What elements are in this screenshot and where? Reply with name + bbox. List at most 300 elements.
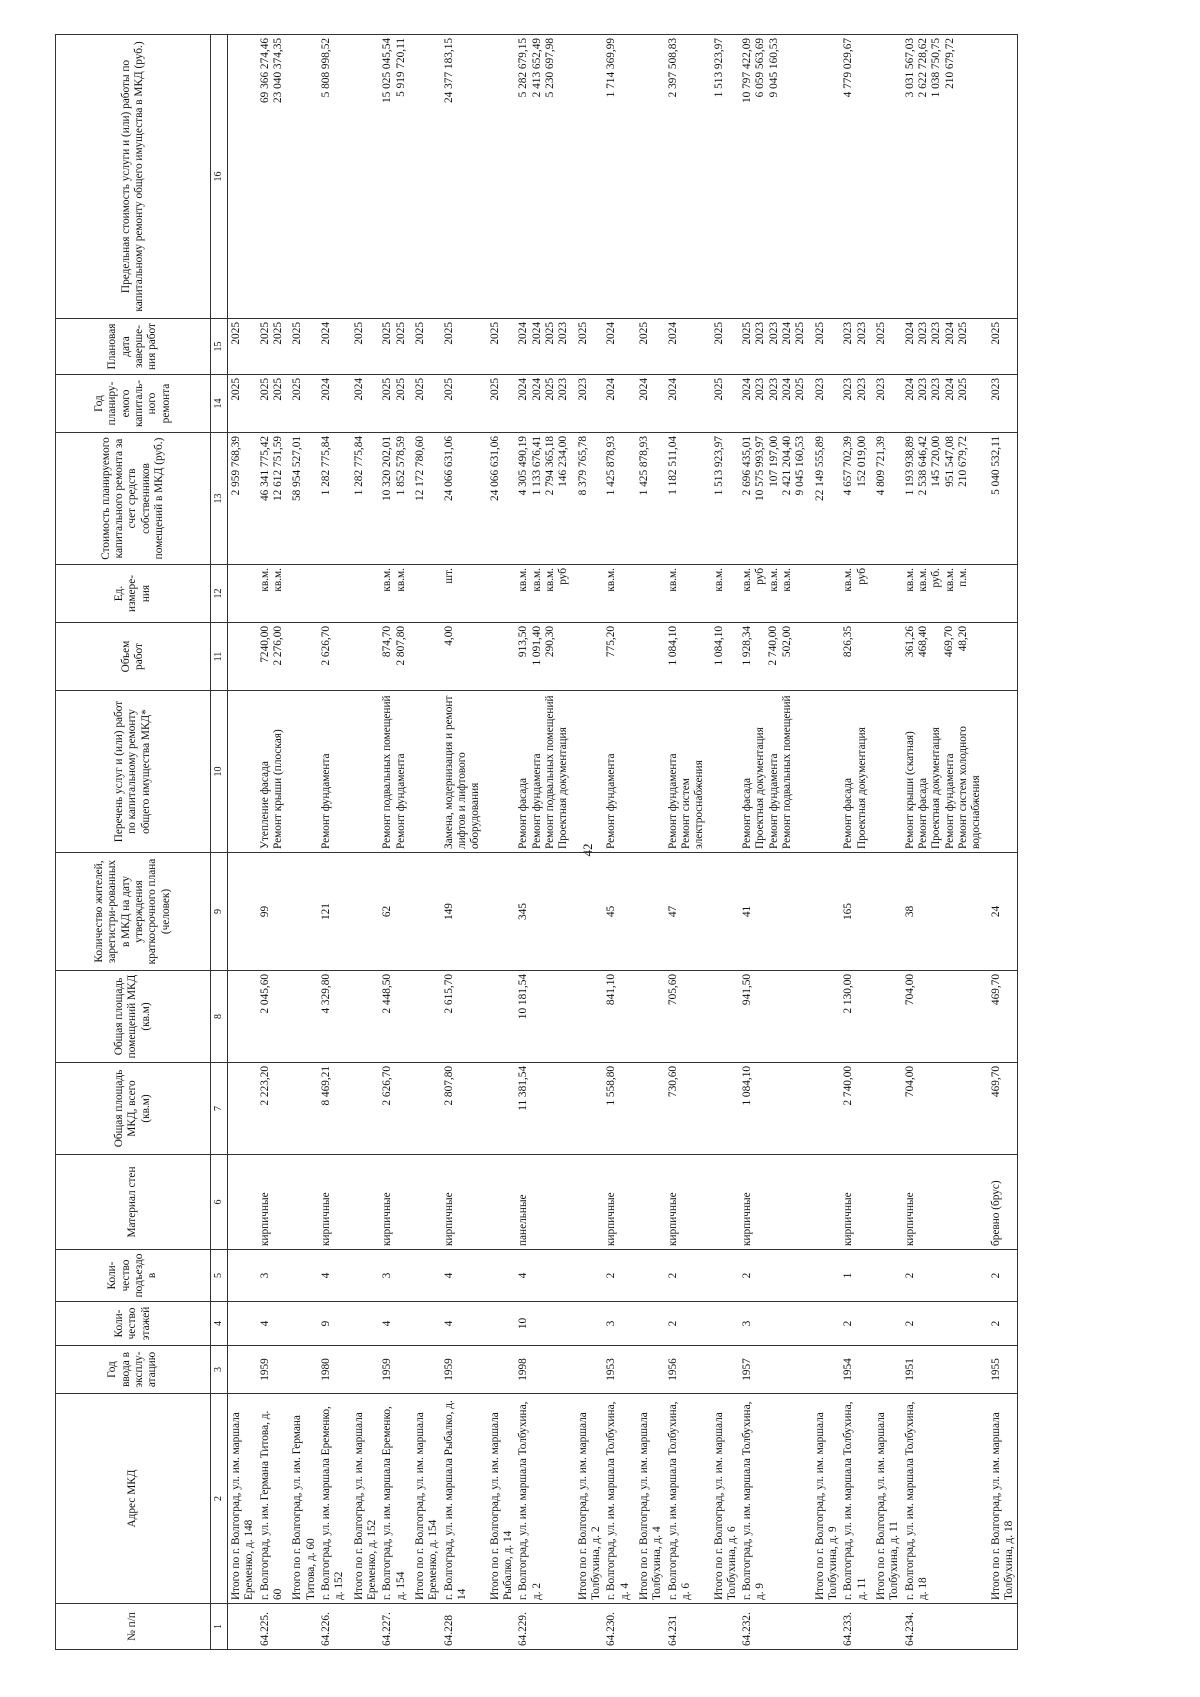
- entrances-cell: 4: [319, 1250, 351, 1302]
- end-year-cell: [740, 319, 812, 375]
- wall-material-cell: кирпичные: [258, 1155, 290, 1250]
- area-total-cell: [228, 1063, 258, 1155]
- plan-year-cell: [636, 375, 666, 433]
- plan-year-cell: [487, 375, 517, 433]
- area-total-cell: 469,70: [988, 1063, 1018, 1155]
- works-cell: [516, 691, 574, 853]
- floors-cell: [289, 1302, 319, 1346]
- cost-cell: [487, 433, 517, 565]
- end-year-cell-line: 2023: [842, 322, 855, 345]
- cost-cell-line: 1 425 878,93: [637, 436, 650, 496]
- plan-year-cell-line: 2024: [903, 378, 916, 401]
- row-number: [487, 1604, 517, 1650]
- total-row: [289, 35, 319, 1650]
- column-header: № п/п: [56, 1604, 211, 1650]
- cost-cell: [412, 433, 442, 565]
- entrances-cell: 2: [740, 1250, 812, 1302]
- unit-cell: [873, 565, 903, 623]
- column-number: 1: [211, 1604, 228, 1650]
- cost-cell: [380, 433, 412, 565]
- cost-cell-line: 22 149 555,89: [813, 436, 826, 501]
- cost-cell: [812, 433, 842, 565]
- wall-material-cell: кирпичные: [380, 1155, 412, 1250]
- cost-cell-line: 2 794 365,18: [543, 436, 556, 496]
- area-total-cell: 11 381,54: [516, 1063, 574, 1155]
- column-number: 15: [211, 319, 228, 375]
- table-row: [442, 35, 487, 1650]
- area-total-cell: 2 223,20: [258, 1063, 290, 1155]
- area-total-cell: 704,00: [903, 1063, 988, 1155]
- residents-cell: [412, 853, 442, 971]
- address-cell: г. Волгоград, ул. им. маршала Толбухина, д. 11: [841, 1394, 873, 1604]
- column-header: Коли-чество этажей: [56, 1302, 211, 1346]
- unit-cell-line: п.м.: [957, 568, 970, 587]
- limit-cost-cell-line: 15 025 045,54: [381, 38, 394, 103]
- residents-cell: [351, 853, 381, 971]
- residents-cell: [228, 853, 258, 971]
- works-cell-line: Ремонт фасада: [842, 777, 855, 849]
- area-premises-cell: 469,70: [988, 971, 1018, 1063]
- page-number: 42: [580, 843, 595, 857]
- works-cell-line: Ремонт крыши (скатная): [903, 731, 916, 849]
- entrances-cell: 2: [903, 1250, 988, 1302]
- unit-cell: [289, 565, 319, 623]
- limit-cost-cell: [575, 35, 605, 319]
- floors-cell: [873, 1302, 903, 1346]
- area-total-cell: [487, 1063, 517, 1155]
- floors-cell: 3: [604, 1302, 636, 1346]
- unit-cell-line: кв.м.: [781, 568, 794, 592]
- table-row: [319, 35, 351, 1650]
- end-year-cell-line: 2025: [957, 322, 970, 345]
- end-year-cell-line: 2025: [271, 322, 284, 345]
- limit-cost-cell-line: 23 040 374,35: [271, 38, 284, 103]
- limit-cost-cell: [903, 35, 988, 319]
- residents-cell: [873, 853, 903, 971]
- end-year-cell-line: 2025: [989, 322, 1002, 345]
- end-year-cell: [988, 319, 1018, 375]
- limit-cost-cell: [412, 35, 442, 319]
- unit-cell: [319, 565, 351, 623]
- limit-cost-cell-line: 1 513 923,97: [712, 38, 725, 98]
- limit-cost-cell-line: 2 413 652,49: [530, 38, 543, 98]
- end-year-cell-line: 2025: [258, 322, 271, 345]
- area-premises-cell: 705,60: [666, 971, 711, 1063]
- cost-cell-line: 46 341 775,42: [258, 436, 271, 501]
- plan-year-cell-line: 2025: [258, 378, 271, 401]
- plan-year-cell-line: 2023: [855, 378, 868, 401]
- end-year-cell: [487, 319, 517, 375]
- cost-cell-line: 145 720,00: [930, 436, 943, 487]
- area-total-cell: 8 469,21: [319, 1063, 351, 1155]
- plan-year-cell-line: 2025: [271, 378, 284, 401]
- floors-cell: 2: [903, 1302, 988, 1346]
- wall-material-cell: [351, 1155, 381, 1250]
- end-year-cell-line: 2024: [666, 322, 679, 345]
- end-year-cell: [319, 319, 351, 375]
- end-year-cell: [228, 319, 258, 375]
- table-body: [228, 35, 1018, 1650]
- column-number: 6: [211, 1155, 228, 1250]
- cost-cell: [604, 433, 636, 565]
- end-year-cell-line: 2023: [754, 322, 767, 345]
- total-row: [636, 35, 666, 1650]
- end-year-cell: [604, 319, 636, 375]
- limit-cost-cell-line: 2 397 508,83: [666, 38, 679, 98]
- plan-year-cell-line: 2025: [291, 378, 304, 401]
- unit-cell-line: кв.м.: [917, 568, 930, 592]
- cost-cell-line: 1 182 511,04: [666, 436, 679, 495]
- end-year-cell: [636, 319, 666, 375]
- row-number: [711, 1604, 741, 1650]
- works-cell-line: Проектная документация: [754, 727, 767, 849]
- limit-cost-cell: [604, 35, 636, 319]
- cost-cell: [740, 433, 812, 565]
- address-cell: Итого по г. Волгоград, ул. им. маршала Толбухина, д. 9: [812, 1394, 842, 1604]
- works-cell: [319, 691, 351, 853]
- volume-cell: [442, 623, 487, 691]
- cost-cell-line: 210 679,72: [957, 436, 970, 487]
- cost-cell: [516, 433, 574, 565]
- year-built-cell: [812, 1346, 842, 1394]
- end-year-cell: [380, 319, 412, 375]
- end-year-cell-line: 2025: [794, 322, 807, 345]
- end-year-cell: [666, 319, 711, 375]
- plan-year-cell-line: 2025: [413, 378, 426, 401]
- plan-year-cell: [516, 375, 574, 433]
- row-number: [412, 1604, 442, 1650]
- cost-cell-line: 146 234,00: [557, 436, 570, 487]
- cost-cell-line: 2 696 435,01: [741, 436, 754, 496]
- floors-cell: [711, 1302, 741, 1346]
- limit-cost-cell: [351, 35, 381, 319]
- end-year-cell: [289, 319, 319, 375]
- residents-cell: 99: [258, 853, 290, 971]
- plan-year-cell: [666, 375, 711, 433]
- cost-cell-line: 1 282 775,84: [319, 436, 332, 496]
- residents-cell: [636, 853, 666, 971]
- area-total-cell: [289, 1063, 319, 1155]
- works-cell: [380, 691, 412, 853]
- unit-cell-line: кв.м.: [381, 568, 394, 592]
- row-number: [228, 1604, 258, 1650]
- volume-cell: [988, 623, 1018, 691]
- works-cell: [258, 691, 290, 853]
- limit-cost-cell-line: 5 919 720,11: [394, 38, 407, 97]
- table-row: [666, 35, 711, 1650]
- end-year-cell-line: 2023: [767, 322, 780, 345]
- address-cell: Итого по г. Волгоград, ул. им. маршала Толбухина, д. 6: [711, 1394, 741, 1604]
- entrances-cell: [289, 1250, 319, 1302]
- entrances-cell: [351, 1250, 381, 1302]
- plan-year-cell: [412, 375, 442, 433]
- area-total-cell: 2 740,00: [841, 1063, 873, 1155]
- works-cell-line: Ремонт фундамента: [767, 753, 780, 849]
- year-built-cell: 1959: [258, 1346, 290, 1394]
- cost-cell-line: 10 575 993,97: [754, 436, 767, 501]
- volume-cell-line: 1 084,10: [712, 626, 725, 666]
- floors-cell: 2: [841, 1302, 873, 1346]
- unit-cell-line: кв.м.: [271, 568, 284, 592]
- year-built-cell: [873, 1346, 903, 1394]
- works-cell: [988, 691, 1018, 853]
- unit-cell-line: кв.м.: [666, 568, 679, 592]
- volume-cell: [412, 623, 442, 691]
- row-number: [988, 1604, 1018, 1650]
- area-premises-cell: [351, 971, 381, 1063]
- repair-plan-table: [55, 34, 1018, 1650]
- entrances-cell: [636, 1250, 666, 1302]
- address-cell: г. Волгоград, ул. им. маршала Еременко, д. 152: [319, 1394, 351, 1604]
- plan-year-cell-line: 2024: [530, 378, 543, 401]
- limit-cost-cell: [319, 35, 351, 319]
- limit-cost-cell: [289, 35, 319, 319]
- column-header: Плановая дата заверше-ния работ: [56, 319, 211, 375]
- plan-year-cell-line: 2025: [230, 378, 242, 401]
- cost-cell-line: 10 320 202,01: [381, 436, 394, 501]
- limit-cost-cell-line: 69 366 274,46: [258, 38, 271, 103]
- residents-cell: 41: [740, 853, 812, 971]
- works-cell: [841, 691, 873, 853]
- residents-cell: 62: [380, 853, 412, 971]
- volume-cell: [711, 623, 741, 691]
- unit-cell-line: кв.м.: [767, 568, 780, 592]
- works-cell-line: Ремонт фасада: [517, 777, 530, 849]
- residents-cell: 165: [841, 853, 873, 971]
- wall-material-cell: бревно (брус): [988, 1155, 1018, 1250]
- limit-cost-cell: [711, 35, 741, 319]
- end-year-cell-line: 2025: [576, 322, 589, 345]
- plan-year-cell: [711, 375, 741, 433]
- works-cell: [903, 691, 988, 853]
- row-number: [351, 1604, 381, 1650]
- plan-year-cell: [740, 375, 812, 433]
- volume-cell: [604, 623, 636, 691]
- row-number: [873, 1604, 903, 1650]
- cost-cell: [903, 433, 988, 565]
- plan-year-cell-line: 2024: [781, 378, 794, 401]
- works-cell-line: Ремонт фасада: [917, 777, 930, 849]
- plan-year-cell: [258, 375, 290, 433]
- landscape-sheet: [55, 35, 1085, 1650]
- table-row: [903, 35, 988, 1650]
- plan-year-cell: [351, 375, 381, 433]
- end-year-cell-line: 2024: [903, 322, 916, 345]
- area-total-cell: [575, 1063, 605, 1155]
- entrances-cell: 3: [380, 1250, 412, 1302]
- end-year-cell-line: 2025: [394, 322, 407, 345]
- residents-cell: 24: [988, 853, 1018, 971]
- entrances-cell: 2: [666, 1250, 711, 1302]
- column-header: Год ввода в эксплу-атацию: [56, 1346, 211, 1394]
- end-year-cell: [903, 319, 988, 375]
- address-cell: г. Волгоград, ул. им. маршала Толбухина, д. 9: [740, 1394, 812, 1604]
- residents-cell: [711, 853, 741, 971]
- unit-cell-line: кв.м.: [394, 568, 407, 592]
- end-year-cell: [516, 319, 574, 375]
- limit-cost-cell: [636, 35, 666, 319]
- column-header: Адрес МКД: [56, 1394, 211, 1604]
- row-number: [289, 1604, 319, 1650]
- plan-year-cell-line: 2024: [943, 378, 956, 401]
- wall-material-cell: кирпичные: [604, 1155, 636, 1250]
- area-premises-cell: 941,50: [740, 971, 812, 1063]
- address-cell: г. Волгоград, ул. им. маршала Толбухина, д. 6: [666, 1394, 711, 1604]
- plan-year-cell-line: 2023: [557, 378, 570, 401]
- plan-year-cell: [380, 375, 412, 433]
- year-built-cell: 1959: [442, 1346, 487, 1394]
- year-built-cell: [487, 1346, 517, 1394]
- area-premises-cell: [487, 971, 517, 1063]
- unit-cell: [666, 565, 711, 623]
- area-total-cell: 2 807,80: [442, 1063, 487, 1155]
- address-cell: г. Волгоград, ул. им. Германа Титова, д. 60: [258, 1394, 290, 1604]
- end-year-cell-line: 2023: [557, 322, 570, 345]
- limit-cost-cell: [812, 35, 842, 319]
- volume-cell: [228, 623, 258, 691]
- unit-cell: [636, 565, 666, 623]
- column-header: Ед. измере-ния: [56, 565, 211, 623]
- area-premises-cell: [228, 971, 258, 1063]
- limit-cost-cell: [516, 35, 574, 319]
- row-number: [575, 1604, 605, 1650]
- row-number: 64.227.: [380, 1604, 412, 1650]
- limit-cost-cell-line: 24 377 183,15: [442, 38, 455, 103]
- volume-cell-line: 290,30: [543, 626, 556, 658]
- works-cell: [289, 691, 319, 853]
- year-built-cell: [711, 1346, 741, 1394]
- year-built-cell: [636, 1346, 666, 1394]
- plan-year-cell-line: 2025: [712, 378, 725, 401]
- limit-cost-cell-line: 5 808 998,52: [319, 38, 332, 98]
- works-cell-line: Утепление фасада: [258, 761, 271, 849]
- works-cell-line: Проектная документация: [930, 727, 943, 849]
- unit-cell-line: кв.м.: [741, 568, 754, 592]
- cost-cell: [575, 433, 605, 565]
- cost-cell: [351, 433, 381, 565]
- area-premises-cell: [412, 971, 442, 1063]
- address-cell: г. Волгоград, ул. им. маршала Рыбалко, д. 14: [442, 1394, 487, 1604]
- cost-cell-line: 24 066 631,06: [488, 436, 501, 501]
- end-year-cell-line: 2023: [930, 322, 943, 345]
- limit-cost-cell: [380, 35, 412, 319]
- plan-year-cell-line: 2023: [813, 378, 826, 401]
- works-cell: [442, 691, 487, 853]
- area-total-cell: [636, 1063, 666, 1155]
- wall-material-cell: [636, 1155, 666, 1250]
- column-number: 16: [211, 35, 228, 319]
- volume-cell: [903, 623, 988, 691]
- row-number: 64.228: [442, 1604, 487, 1650]
- unit-cell-line: кв.м.: [517, 568, 530, 592]
- entrances-cell: 1: [841, 1250, 873, 1302]
- entrances-cell: 4: [442, 1250, 487, 1302]
- end-year-cell-line: 2023: [917, 322, 930, 345]
- column-number: 12: [211, 565, 228, 623]
- unit-cell: [841, 565, 873, 623]
- volume-cell: [351, 623, 381, 691]
- end-year-cell-line: 2025: [381, 322, 394, 345]
- plan-year-cell: [903, 375, 988, 433]
- plan-year-cell: [442, 375, 487, 433]
- works-cell-line: Проектная документация: [855, 727, 868, 849]
- unit-cell: [740, 565, 812, 623]
- plan-year-cell-line: 2025: [442, 378, 455, 401]
- table-header-row: [56, 35, 211, 1650]
- floors-cell: 2: [988, 1302, 1018, 1346]
- address-cell: Итого по г. Волгоград, ул. им. маршала Толбухина, д. 4: [636, 1394, 666, 1604]
- works-cell-line: Ремонт систем холодного водоснабжения: [957, 726, 983, 849]
- end-year-cell: [412, 319, 442, 375]
- end-year-cell-line: 2025: [813, 322, 826, 345]
- cost-cell: [711, 433, 741, 565]
- volume-cell: [487, 623, 517, 691]
- plan-year-cell: [575, 375, 605, 433]
- works-cell-line: Ремонт фундамента: [605, 753, 618, 849]
- end-year-cell-line: 2025: [637, 322, 650, 345]
- plan-year-cell-line: 2023: [842, 378, 855, 401]
- unit-cell-line: кв.м.: [258, 568, 271, 592]
- limit-cost-cell: [740, 35, 812, 319]
- area-total-cell: [812, 1063, 842, 1155]
- wall-material-cell: [487, 1155, 517, 1250]
- cost-cell-line: 4 657 702,39: [842, 436, 855, 496]
- floors-cell: [812, 1302, 842, 1346]
- residents-cell: [575, 853, 605, 971]
- address-cell: Итого по г. Волгоград, ул. им. маршала Еременко, д. 148: [228, 1394, 258, 1604]
- year-built-cell: 1998: [516, 1346, 574, 1394]
- floors-cell: [351, 1302, 381, 1346]
- area-premises-cell: 2 045,60: [258, 971, 290, 1063]
- area-total-cell: [711, 1063, 741, 1155]
- column-header: Перечень услуг и (или) работ по капитальному ремонту общего имущества МКД*: [56, 691, 211, 853]
- cost-cell: [636, 433, 666, 565]
- column-number: 8: [211, 971, 228, 1063]
- entrances-cell: [412, 1250, 442, 1302]
- area-premises-cell: [289, 971, 319, 1063]
- limit-cost-cell-line: 6 059 563,69: [754, 38, 767, 98]
- works-cell-line: Ремонт крыши (плоская): [271, 729, 284, 849]
- unit-cell: [228, 565, 258, 623]
- residents-cell: 38: [903, 853, 988, 971]
- area-premises-cell: 10 181,54: [516, 971, 574, 1063]
- limit-cost-cell: [873, 35, 903, 319]
- works-cell-line: Ремонт подвальных помещений: [381, 695, 394, 849]
- plan-year-cell-line: 2023: [767, 378, 780, 401]
- cost-cell: [873, 433, 903, 565]
- end-year-cell-line: 2025: [875, 322, 888, 345]
- volume-cell-line: 1 928,34: [741, 626, 754, 666]
- entrances-cell: 2: [988, 1250, 1018, 1302]
- entrances-cell: [873, 1250, 903, 1302]
- plan-year-cell-line: 2025: [957, 378, 970, 401]
- works-cell: [740, 691, 812, 853]
- cost-cell: [289, 433, 319, 565]
- wall-material-cell: [412, 1155, 442, 1250]
- limit-cost-cell-line: 5 230 697,98: [543, 38, 556, 98]
- end-year-cell-line: 2025: [230, 322, 242, 345]
- entrances-cell: [575, 1250, 605, 1302]
- wall-material-cell: кирпичные: [903, 1155, 988, 1250]
- plan-year-cell-line: 2024: [517, 378, 530, 401]
- unit-cell: [575, 565, 605, 623]
- unit-cell-line: кв.м.: [605, 568, 618, 592]
- limit-cost-cell-line: 10 797 422,09: [741, 38, 754, 103]
- plan-year-cell-line: 2024: [352, 378, 365, 401]
- works-cell: [351, 691, 381, 853]
- address-cell: Итого по г. Волгоград, ул. им. маршала Еременко, д. 152: [351, 1394, 381, 1604]
- volume-cell-line: [557, 626, 570, 687]
